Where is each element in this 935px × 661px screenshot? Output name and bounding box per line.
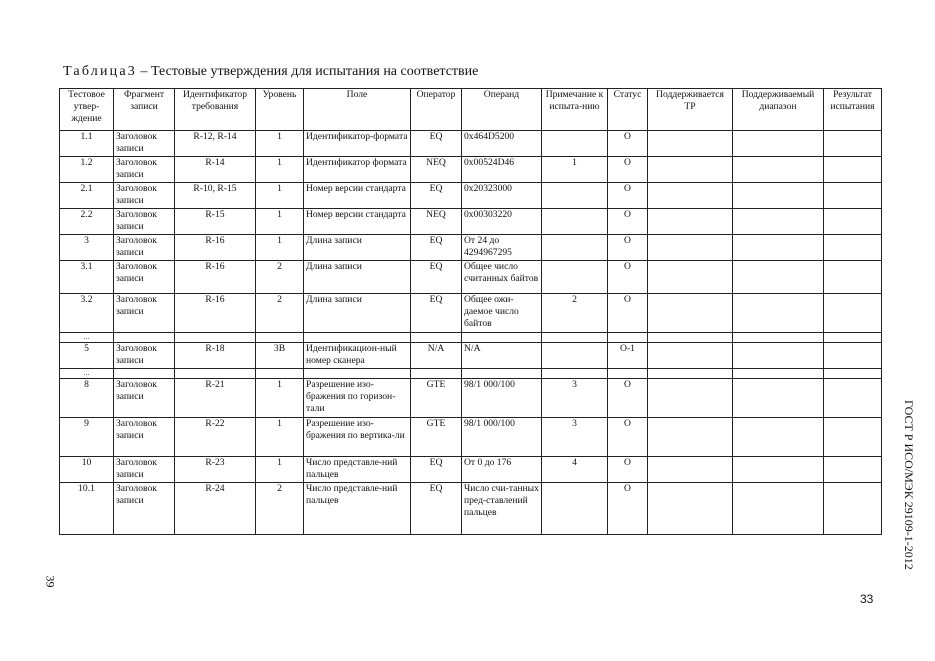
cell-assertion-id: 2.2 — [60, 209, 114, 235]
cell-level: 3B — [256, 343, 304, 369]
cell-operator: N/A — [411, 343, 462, 369]
cell-requirement-id: R-21 — [175, 379, 256, 418]
cell-empty — [733, 183, 824, 209]
cell-requirement-id: R-12, R-14 — [175, 131, 256, 157]
cell-empty — [648, 333, 733, 343]
cell-empty — [824, 261, 882, 294]
cell-empty — [175, 333, 256, 343]
cell-note: 2 — [542, 294, 608, 333]
cell-field: Разрешение изо-бражения по горизон-тали — [304, 379, 411, 418]
caption-prefix: Таблица — [63, 64, 128, 79]
header-cell: Фрагмент записи — [114, 89, 175, 131]
header-cell: Поле — [304, 89, 411, 131]
table-row — [60, 483, 882, 535]
cell-operand: 0x00303220 — [462, 209, 542, 235]
cell-note — [542, 261, 608, 294]
header-cell: Примечание к испыта-нию — [542, 89, 608, 131]
cell-empty — [648, 183, 733, 209]
cell-level: 1 — [256, 209, 304, 235]
cell-empty — [175, 369, 256, 379]
cell-operand: 0x464D5200 — [462, 131, 542, 157]
cell-empty — [608, 333, 648, 343]
cell-empty — [648, 261, 733, 294]
table-row — [60, 379, 882, 418]
cell-record-fragment: Заголовок записи — [114, 457, 175, 483]
cell-status: O — [608, 183, 648, 209]
cell-note — [542, 483, 608, 535]
header-cell: Уровень — [256, 89, 304, 131]
cell-note: 3 — [542, 379, 608, 418]
cell-level: 1 — [256, 183, 304, 209]
cell-assertion-id: 1.2 — [60, 157, 114, 183]
cell-empty — [648, 343, 733, 369]
cell-empty — [648, 157, 733, 183]
cell-operand: От 24 до 4294967295 — [462, 235, 542, 261]
cell-operand: 98/1 000/100 — [462, 379, 542, 418]
cell-requirement-id: R-22 — [175, 418, 256, 457]
cell-status: O — [608, 457, 648, 483]
cell-note — [542, 343, 608, 369]
ellipsis-row — [60, 333, 882, 343]
conformance-table — [59, 88, 882, 535]
cell-empty — [733, 343, 824, 369]
cell-field: Число представле-ний пальцев — [304, 483, 411, 535]
header-cell: Поддерживается ТР — [648, 89, 733, 131]
cell-operator: EQ — [411, 261, 462, 294]
cell-empty — [733, 209, 824, 235]
cell-operand: От 0 до 176 — [462, 457, 542, 483]
table-row — [60, 131, 882, 157]
cell-record-fragment: Заголовок записи — [114, 157, 175, 183]
table-row — [60, 209, 882, 235]
cell-record-fragment: Заголовок записи — [114, 261, 175, 294]
cell-status: O — [608, 157, 648, 183]
cell-level: 2 — [256, 294, 304, 333]
cell-note: 3 — [542, 418, 608, 457]
cell-empty — [733, 333, 824, 343]
cell-empty — [733, 483, 824, 535]
cell-assertion-id: 3.1 — [60, 261, 114, 294]
cell-field: Число представле-ний пальцев — [304, 457, 411, 483]
cell-empty — [824, 131, 882, 157]
cell-status: O-1 — [608, 343, 648, 369]
cell-empty — [542, 333, 608, 343]
cell-record-fragment: Заголовок записи — [114, 209, 175, 235]
table-row — [60, 294, 882, 333]
cell-operand: Число счи-танных пред-ставлений пальцев — [462, 483, 542, 535]
cell-assertion-id: 3 — [60, 235, 114, 261]
header-cell: Тестовое утвер-ждение — [60, 89, 114, 131]
cell-empty — [608, 369, 648, 379]
cell-status: O — [608, 131, 648, 157]
cell-operand: 0x20323000 — [462, 183, 542, 209]
cell-assertion-id: 1.1 — [60, 131, 114, 157]
cell-empty — [648, 483, 733, 535]
cell-level: 1 — [256, 379, 304, 418]
cell-empty — [648, 457, 733, 483]
cell-requirement-id: R-10, R-15 — [175, 183, 256, 209]
table-caption — [63, 64, 478, 80]
header-cell: Оператор — [411, 89, 462, 131]
cell-empty — [462, 369, 542, 379]
cell-status: O — [608, 261, 648, 294]
cell-note — [542, 131, 608, 157]
cell-empty — [304, 333, 411, 343]
cell-field: Идентификатор формата — [304, 157, 411, 183]
cell-operand: Общее ожи-даемое число байтов — [462, 294, 542, 333]
cell-empty — [824, 209, 882, 235]
cell-assertion-id: 5 — [60, 343, 114, 369]
table-row — [60, 183, 882, 209]
cell-operator: EQ — [411, 131, 462, 157]
cell-record-fragment: Заголовок записи — [114, 131, 175, 157]
cell-status: O — [608, 235, 648, 261]
cell-operator: EQ — [411, 483, 462, 535]
cell-empty — [824, 483, 882, 535]
cell-operator: NEQ — [411, 209, 462, 235]
cell-field: Длина записи — [304, 261, 411, 294]
cell-operand: 0x00524D46 — [462, 157, 542, 183]
cell-empty — [411, 333, 462, 343]
cell-operator: EQ — [411, 294, 462, 333]
cell-level: 1 — [256, 157, 304, 183]
cell-requirement-id: R-16 — [175, 235, 256, 261]
cell-empty — [733, 418, 824, 457]
cell-empty — [733, 131, 824, 157]
cell-record-fragment: Заголовок записи — [114, 235, 175, 261]
cell-level: 1 — [256, 131, 304, 157]
cell-empty — [733, 369, 824, 379]
cell-field: Номер версии стандарта — [304, 183, 411, 209]
cell-empty — [542, 369, 608, 379]
cell-empty — [648, 379, 733, 418]
cell-field: Номер версии стандарта — [304, 209, 411, 235]
cell-operand: Общее число считанных байтов — [462, 261, 542, 294]
cell-operand: 98/1 000/100 — [462, 418, 542, 457]
cell-empty — [648, 369, 733, 379]
cell-level: 1 — [256, 457, 304, 483]
cell-empty — [733, 235, 824, 261]
ellipsis-marker: ... — [60, 333, 114, 343]
cell-operand: N/A — [462, 343, 542, 369]
cell-requirement-id: R-18 — [175, 343, 256, 369]
cell-note — [542, 235, 608, 261]
cell-requirement-id: R-16 — [175, 294, 256, 333]
cell-record-fragment: Заголовок записи — [114, 183, 175, 209]
table-row — [60, 343, 882, 369]
cell-operator: GTE — [411, 379, 462, 418]
cell-operator: GTE — [411, 418, 462, 457]
cell-note: 1 — [542, 157, 608, 183]
page-number-left: 39 — [43, 575, 58, 588]
cell-empty — [648, 209, 733, 235]
cell-empty — [462, 333, 542, 343]
cell-empty — [648, 294, 733, 333]
cell-requirement-id: R-15 — [175, 209, 256, 235]
cell-empty — [824, 418, 882, 457]
cell-note — [542, 183, 608, 209]
cell-requirement-id: R-16 — [175, 261, 256, 294]
cell-field: Идентификацион-ный номер сканера — [304, 343, 411, 369]
cell-empty — [114, 333, 175, 343]
cell-assertion-id: 10 — [60, 457, 114, 483]
header-row — [60, 89, 882, 131]
cell-empty — [824, 235, 882, 261]
cell-operator: EQ — [411, 183, 462, 209]
cell-assertion-id: 10.1 — [60, 483, 114, 535]
cell-empty — [824, 379, 882, 418]
table-row — [60, 157, 882, 183]
cell-status: O — [608, 418, 648, 457]
cell-empty — [824, 333, 882, 343]
cell-status: O — [608, 294, 648, 333]
cell-empty — [411, 369, 462, 379]
cell-empty — [256, 333, 304, 343]
standard-designation: ГОСТ Р ИСО/МЭК 29109-1-2012 — [902, 400, 916, 570]
cell-level: 1 — [256, 235, 304, 261]
table-row — [60, 235, 882, 261]
header-cell: Операнд — [462, 89, 542, 131]
cell-level: 2 — [256, 483, 304, 535]
cell-record-fragment: Заголовок записи — [114, 483, 175, 535]
cell-empty — [733, 294, 824, 333]
cell-empty — [648, 131, 733, 157]
header-cell: Статус — [608, 89, 648, 131]
cell-status: O — [608, 483, 648, 535]
cell-field: Длина записи — [304, 294, 411, 333]
cell-record-fragment: Заголовок записи — [114, 343, 175, 369]
cell-empty — [648, 418, 733, 457]
cell-empty — [114, 369, 175, 379]
cell-empty — [824, 369, 882, 379]
cell-record-fragment: Заголовок записи — [114, 418, 175, 457]
cell-empty — [733, 379, 824, 418]
cell-empty — [256, 369, 304, 379]
cell-note: 4 — [542, 457, 608, 483]
caption-number: 3 — [127, 64, 137, 79]
cell-empty — [304, 369, 411, 379]
cell-empty — [824, 183, 882, 209]
table-row — [60, 418, 882, 457]
ellipsis-row — [60, 369, 882, 379]
cell-empty — [648, 235, 733, 261]
table-row — [60, 261, 882, 294]
cell-assertion-id: 8 — [60, 379, 114, 418]
cell-empty — [824, 457, 882, 483]
cell-empty — [824, 157, 882, 183]
cell-operator: EQ — [411, 457, 462, 483]
cell-record-fragment: Заголовок записи — [114, 379, 175, 418]
cell-field: Разрешение изо-бражения по вертика-ли — [304, 418, 411, 457]
cell-status: O — [608, 379, 648, 418]
cell-empty — [824, 343, 882, 369]
cell-note — [542, 209, 608, 235]
cell-empty — [733, 261, 824, 294]
cell-record-fragment: Заголовок записи — [114, 294, 175, 333]
ellipsis-marker: ... — [60, 369, 114, 379]
header-cell: Поддерживаемый диапазон — [733, 89, 824, 131]
header-cell: Результат испытания — [824, 89, 882, 131]
table-row — [60, 457, 882, 483]
cell-field: Идентификатор-формата — [304, 131, 411, 157]
cell-requirement-id: R-24 — [175, 483, 256, 535]
cell-empty — [824, 294, 882, 333]
cell-assertion-id: 2.1 — [60, 183, 114, 209]
header-cell: Идентификатор требования — [175, 89, 256, 131]
caption-rest: – Тестовые утверждения для испытания на соответствие — [136, 64, 479, 79]
cell-status: O — [608, 209, 648, 235]
cell-empty — [733, 157, 824, 183]
cell-operator: NEQ — [411, 157, 462, 183]
cell-assertion-id: 3.2 — [60, 294, 114, 333]
cell-level: 2 — [256, 261, 304, 294]
cell-operator: EQ — [411, 235, 462, 261]
page-number-right: 33 — [860, 592, 874, 606]
cell-level: 1 — [256, 418, 304, 457]
cell-requirement-id: R-14 — [175, 157, 256, 183]
cell-requirement-id: R-23 — [175, 457, 256, 483]
cell-field: Длина записи — [304, 235, 411, 261]
cell-empty — [733, 457, 824, 483]
cell-assertion-id: 9 — [60, 418, 114, 457]
